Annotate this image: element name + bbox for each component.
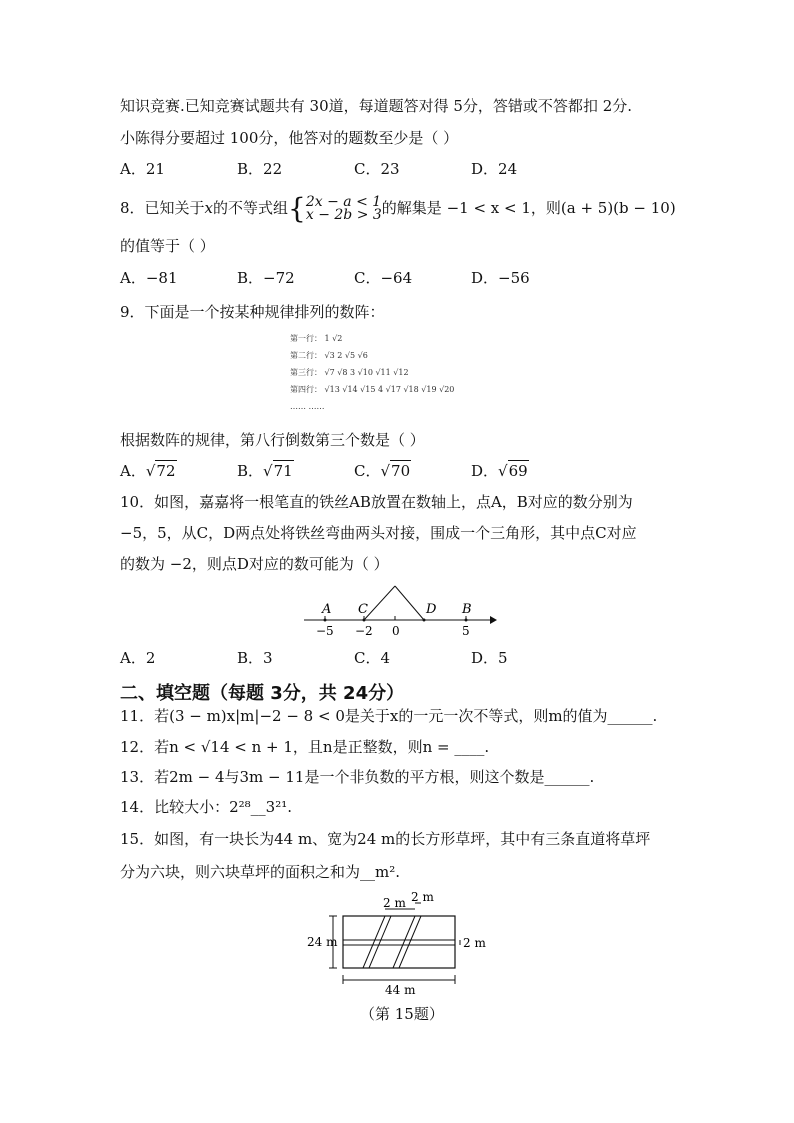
dim-left: 24 m (307, 935, 338, 949)
q9-line1: 9．下面是一个按某种规律排列的数阵： (120, 303, 385, 321)
q8-line1: 8．已知关于x的不等式组{2x − a < 1 x − 2b > 3的解集是 −1 < x < 1，则(a + 5)(b − 10) (120, 192, 676, 225)
q10-line3: 的数为 −2，则点D对应的数可能为（ ） (120, 555, 389, 573)
q7-option-a: A．21 (120, 160, 165, 178)
array-row-5: …… …… (290, 402, 325, 411)
q14: 14．比较大小：2²⁸__3²¹. (120, 798, 292, 816)
q10-line2: −5，5，从C，D两点处将铁丝弯曲两头对接，围成一个三角形，其中点C对应 (120, 524, 637, 542)
q9-option-c: C．√70 (354, 462, 411, 480)
label-c: C (358, 602, 368, 617)
label-a: A (322, 602, 332, 617)
label-d: D (426, 602, 437, 617)
array-row-4: 第四行： √13 √14 √15 4 √17 √18 √19 √20 (290, 385, 455, 394)
q8-mid: 的不等式组 (213, 199, 289, 217)
q9-option-b: B．√71 (237, 462, 293, 480)
q8-system (306, 196, 382, 222)
tick-neg2: −2 (355, 624, 373, 638)
q8-prefix: 8．已知关于 (120, 199, 205, 217)
q7-option-d: D．24 (471, 160, 518, 178)
q8-option-d: D．−56 (471, 269, 530, 287)
q8-suffix: 的解集是 −1 < x < 1，则(a + 5)(b − 10) (381, 199, 676, 217)
q10-line1: 10．如图，嘉嘉将一根笔直的铁丝AB放置在数轴上，点A，B对应的数分别为 (120, 493, 633, 511)
dim-bottom: 44 m (385, 983, 416, 997)
lawn-figure (305, 888, 495, 998)
q8-sys-bottom: x − 2b > 3 (305, 207, 382, 223)
q8-line2: 的值等于（ ） (120, 237, 215, 255)
q7-line1: 知识竞赛.已知竞赛试题共有 30道，每道题答对得 5分，答错或不答都扣 2分. (120, 97, 633, 115)
q10-option-c: C．4 (354, 649, 391, 667)
q9-option-a: A．√72 (120, 462, 176, 480)
array-row-2: 第二行： √3 2 √5 √6 (290, 351, 368, 360)
tick-0: 0 (392, 624, 400, 638)
q9-option-d: D．√69 (471, 462, 528, 480)
number-line-figure (300, 580, 500, 642)
q10-option-d: D．5 (471, 649, 508, 667)
q15-line1: 15．如图，有一块长为44 m、宽为24 m的长方形草坪，其中有三条直道将草坪 (120, 830, 651, 848)
array-row-1: 第一行： 1 √2 (290, 334, 343, 343)
number-array (290, 330, 454, 415)
q9-line2: 根据数阵的规律，第八行倒数第三个数是（ ） (120, 431, 425, 449)
dim-right: 2 m (463, 936, 486, 950)
q7-line2: 小陈得分要超过 100分，他答对的题数至少是（ ） (120, 129, 459, 147)
dim-top1: 2 m (383, 896, 406, 910)
array-row-3: 第三行： √7 √8 3 √10 √11 √12 (290, 368, 409, 377)
q7-option-c: C．23 (354, 160, 400, 178)
q7-option-b: B．22 (237, 160, 283, 178)
tick-5: 5 (462, 624, 470, 638)
q15-line2: 分为六块，则六块草坪的面积之和为__m². (120, 863, 401, 881)
q12: 12．若n < √14 < n + 1，且n是正整数，则n = ____. (120, 738, 490, 756)
section-2-title: 二、填空题（每题 3分，共 24分） (120, 683, 405, 704)
q11: 11．若(3 − m)x|m|−2 − 8 < 0是关于x的一元一次不等式，则m的值为______. (120, 707, 658, 725)
dim-top2: 2 m (411, 890, 434, 904)
q8-option-c: C．−64 (354, 269, 413, 287)
q8-option-b: B．−72 (237, 269, 295, 287)
q10-option-a: A．2 (120, 649, 156, 667)
q13: 13．若2m − 4与3m − 11是一个非负数的平方根，则这个数是______. (120, 768, 595, 786)
q8-sys-top: 2x − a < 1 (305, 194, 382, 210)
q10-option-b: B．3 (237, 649, 273, 667)
tick-neg5: −5 (316, 624, 334, 638)
q8-var: x (204, 199, 214, 217)
label-b: B (462, 602, 472, 617)
figure-caption: （第 15题） (360, 1005, 444, 1023)
q8-option-a: A．−81 (120, 269, 178, 287)
